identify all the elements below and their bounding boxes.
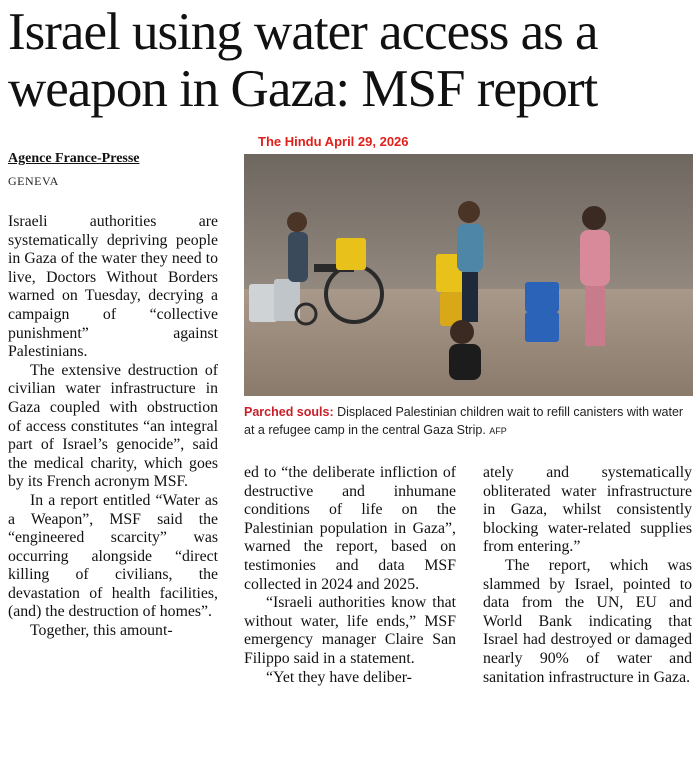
paragraph: Together, this amount- — [30, 622, 173, 640]
paragraph: “Israeli authorities know that without water, life ends,” MSF emergency manager Claire San Filippo said in a statement. — [244, 594, 456, 667]
caption-lead: Parched souls: — [244, 405, 334, 419]
article-column-3 — [483, 464, 692, 687]
paragraph: The extensive destruction of civilian water infrastructure in Gaza coupled with obstruction of access constitutes “an integral part of Israel’s genocide”, said the medical charity, which goes by its French acronym MSF. — [8, 361, 218, 491]
article-column-2 — [244, 464, 456, 687]
paragraph: ately and systematically obliterated water infrastructure in Gaza, whilst consistently blocking water-related supplies from entering.” — [483, 464, 692, 556]
agency-byline: Agence France-Presse — [8, 151, 140, 166]
paragraph: “Yet they have deliber- — [266, 668, 412, 686]
publication-dateline: The Hindu April 29, 2026 — [258, 134, 409, 149]
paragraph: ed to “the deliberate infliction of destructive and inhumane conditions of life on the Palestinian population in Gaza”, warned the report, based on testimonies and data MSF collected in 2024 and 2025. — [244, 464, 456, 593]
caption-text: Displaced Palestinian children wait to refill canisters with water at a refugee camp in the central Gaza Strip. — [244, 405, 684, 437]
dateline-place: GENEVA — [8, 174, 59, 188]
news-photo — [244, 154, 693, 396]
paragraph: Israeli authorities are systematically depriving people in Gaza of the water they need to live, Doctors Without Borders warned on Tuesday, decrying a campaign of “collective punishment” against Palestinians. — [8, 213, 218, 361]
paragraph: The report, which was slammed by Israel, pointed to data from the UN, EU and World Bank indicating that Israel had destroyed or damaged nearly 90% of water and sanitation infrastructure in Gaza. — [483, 556, 692, 686]
photo-credit: AFP — [489, 426, 507, 436]
paragraph: In a report entitled “Water as a Weapon”, MSF said the “engineered scarcity” was occurring alongside “direct killing of civilians, the devastation of health facilities, (and) the destruction of homes”. — [8, 491, 218, 621]
photo-caption — [244, 403, 694, 440]
article-column-1 — [8, 213, 218, 641]
article-headline: Israel using water access as a weapon in Gaza: MSF report — [8, 3, 598, 118]
